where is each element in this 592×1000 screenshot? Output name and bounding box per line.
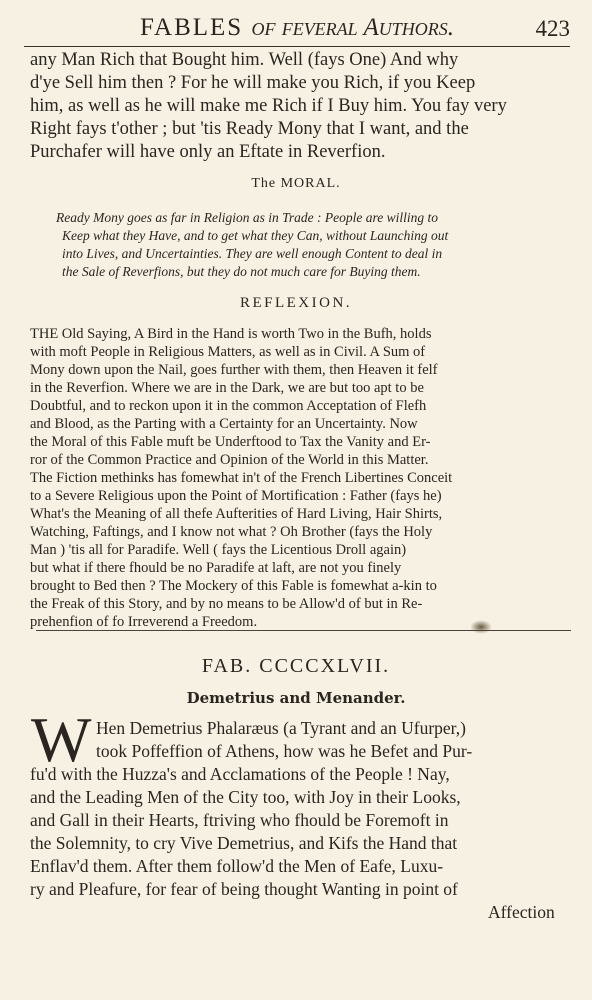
paragraph-line: him, as well as he will make me Rich if I Buy him. You fay very [30, 96, 507, 116]
paragraph-line: Right fays t'other ; but 'tis Ready Mony that I want, and the [30, 119, 469, 139]
header-title-italic: of feveral Authors. [251, 14, 455, 41]
running-header [24, 12, 570, 47]
reflexion-line: prehenfion of fo Irreverend a Freedom. [30, 614, 258, 630]
reflexion-line: Doubtful, and to reckon upon it in the common Acceptation of Flefh [30, 398, 427, 414]
moral-line: Keep what they Have, and to get what they Can, without Launching out [62, 228, 449, 243]
reflexion-line: Man ) 'tis all for Paradife. Well ( fays the Licentious Droll again) [30, 542, 407, 558]
fable-line: and Gall in their Hearts, ftriving who fhould be Foremoft in [30, 810, 449, 830]
reflexion-line: Mony down upon the Nail, goes further with them, then Heaven it felf [30, 362, 438, 378]
reflexion-line: the Freak of this Story, and by no means to be Allow'd of but in Re- [30, 596, 423, 612]
fable-line: the Solemnity, to cry Vive Demetrius, and Kifs the Hand that [30, 833, 458, 853]
reflexion-line: the Moral of this Fable muft be Underftood to Tax the Vanity and Er- [30, 434, 431, 450]
fable-line: ry and Pleafure, for fear of being thought Wanting in point of [30, 879, 458, 899]
paragraph-line: any Man Rich that Bought him. Well (fays One) And why [30, 50, 459, 70]
header-title-main: FABLES [139, 14, 244, 41]
moral-line: the Sale of Reverfions, but they do not much care for Buying them. [62, 264, 421, 279]
fable-heading: FAB. CCCCXLVII. [201, 655, 391, 677]
moral-heading: The MORAL. [251, 176, 341, 191]
fable-line: fu'd with the Huzza's and Acclamations of the People ! Nay, [30, 764, 450, 784]
reflexion-line: brought to Bed then ? The Mockery of this Fable is fomewhat a-kin to [30, 578, 437, 594]
paragraph-line: Purchafer will have only an Eftate in Reverfion. [30, 142, 386, 162]
reflexion-line: Watching, Faftings, and I know not what ? Oh Brother (fays the Holy [30, 524, 433, 540]
reflexion-line: with moft People in Religious Matters, as well as in Civil. A Sum of [30, 344, 426, 360]
reflexion-heading: REFLEXION. [239, 295, 353, 311]
reflexion-line: but what if there fhould be no Paradife at laft, are not you finely [30, 560, 402, 576]
moral-line: Ready Mony goes as far in Religion as in Trade : People are willing to [56, 210, 438, 225]
fable-line: Hen Demetrius Phalaræus (a Tyrant and an Ufurper,) [96, 718, 466, 738]
drop-cap: W [31, 704, 92, 775]
fable-line: took Poffeffion of Athens, how was he Befet and Pur- [96, 741, 473, 761]
fable-subheading: Demetrius and Menander. [186, 689, 406, 707]
fable-line: and the Leading Men of the City too, with Joy in their Looks, [30, 787, 461, 807]
page-number: 423 [535, 16, 570, 41]
reflexion-line: and Blood, as the Parting with a Certainty for an Uncertainty. Now [30, 416, 418, 432]
catchword: Affection [488, 902, 555, 922]
paragraph-line: d'ye Sell him then ? For he will make you Rich, if you Keep [30, 73, 476, 93]
section-divider [36, 630, 571, 631]
fable-line: Enflav'd them. After them follow'd the Men of Eafe, Luxu- [30, 856, 444, 876]
reflexion-line: The Fiction methinks has fomewhat in't of the French Libertines Conceit [30, 470, 453, 486]
reflexion-line: in the Reverfion. Where we are in the Dark, we are but too apt to be [30, 380, 424, 396]
reflexion-line: ror of the Common Practice and Opinion of the World in this Matter. [30, 452, 429, 468]
reflexion-line: THE Old Saying, A Bird in the Hand is worth Two in the Bufh, holds [30, 326, 432, 342]
moral-line: into Lives, and Uncertainties. They are well enough Content to deal in [62, 246, 443, 261]
reflexion-line: What's the Meaning of all thefe Aufterities of Hard Living, Hair Shirts, [30, 506, 443, 522]
header-title [24, 14, 570, 42]
reflexion-line: to a Severe Religious upon the Point of Mortification : Father (fays he) [30, 488, 442, 504]
ink-blot [470, 620, 492, 634]
